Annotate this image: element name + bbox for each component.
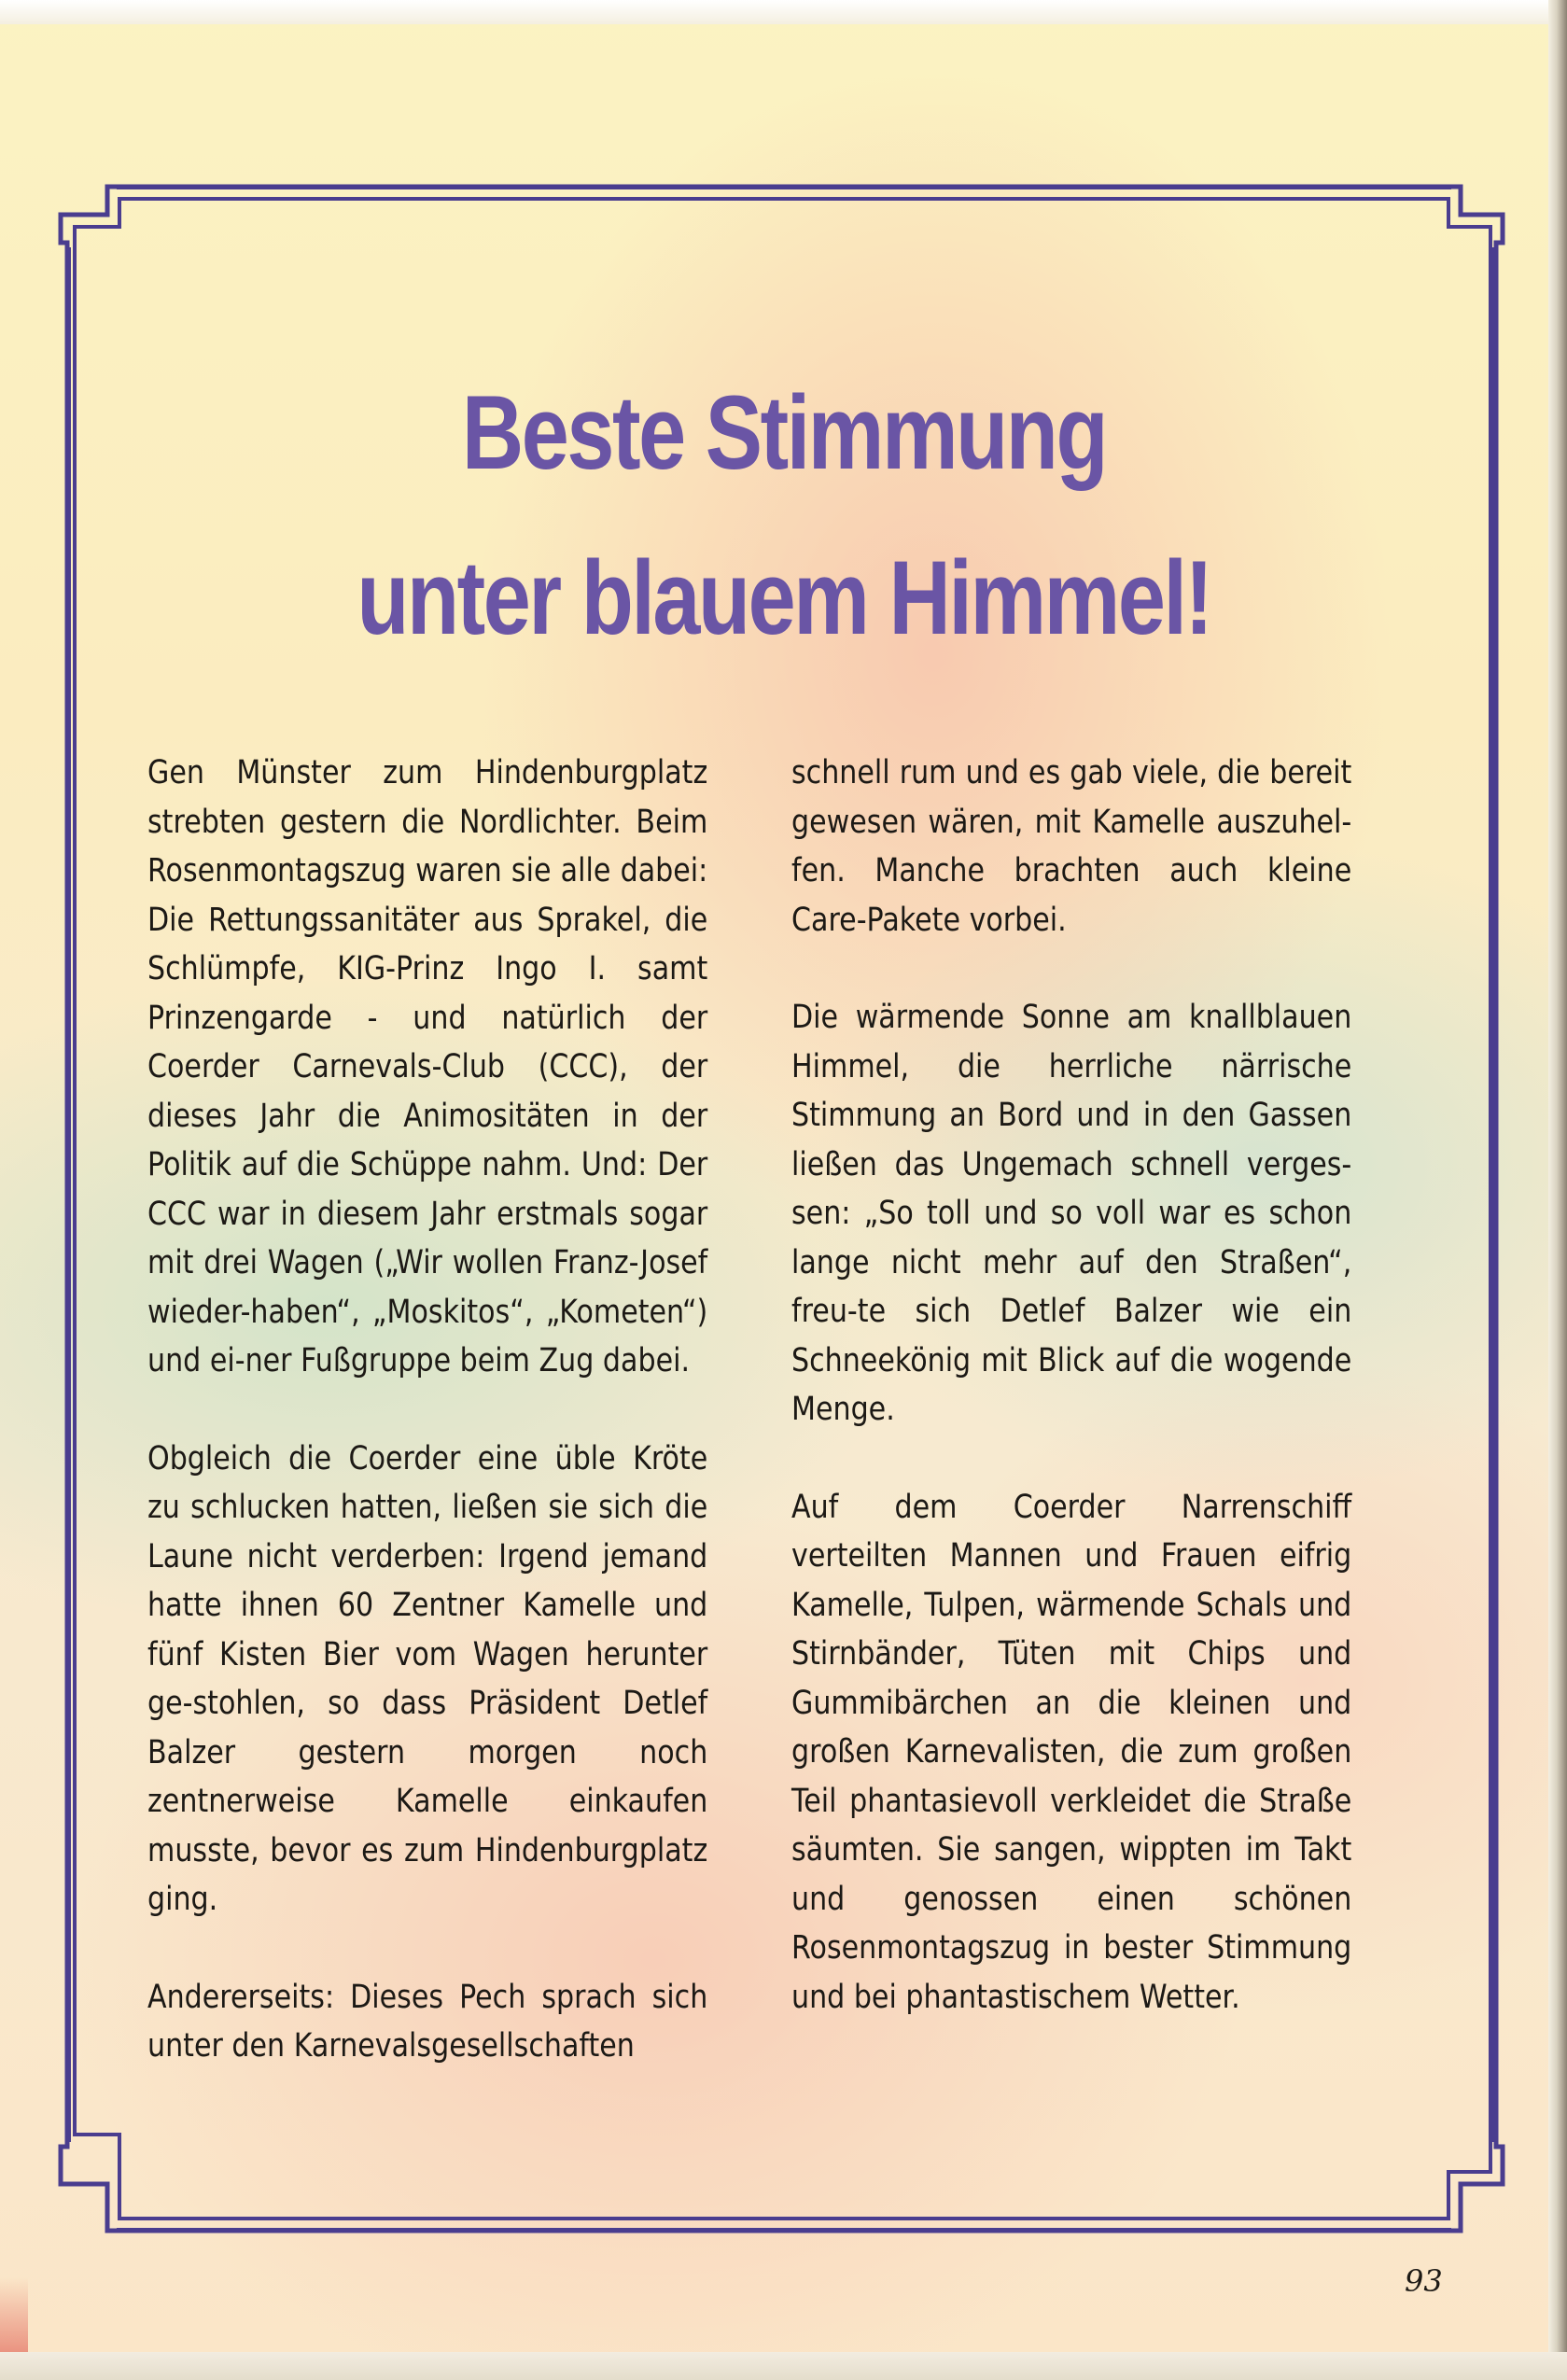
- page-top-edge: [0, 0, 1567, 24]
- paragraph: Die wärmende Sonne am knallblauen Himmel, die herrliche närrische Stimmung an Bord und in den Gassen ließen das Ungemach schnell verges-sen: „So toll und so voll war es schon lange nicht mehr auf den Straßen“, freu-te sich Detlef Balzer wie ein Schneekönig mit Blick auf die wogende Menge.: [791, 999, 1352, 1428]
- page-bottom-edge: [0, 2352, 1567, 2380]
- corner-color-mark: [0, 2277, 28, 2352]
- paragraph: Obgleich die Coerder eine üble Kröte zu schlucken hatten, ließen sie sich die Laune nicht verderben: Irgend jemand hatte ihnen 60 Zentner Kamelle und fünf Kisten Bier vom Wagen herunter ge-stohlen, so dass Präsident Detlef Balzer gestern morgen noch zentnerweise Kamelle einkaufen musste, bevor es zum Hindenburgplatz ging.: [147, 1439, 708, 1918]
- paragraph: Auf dem Coerder Narrenschiff verteilten Mannen und Frauen eifrig Kamelle, Tulpen, wärmende Schals und Stirnbänder, Tüten mit Chips und Gummibärchen an die kleinen und großen Karnevalisten, die zum großen Teil phantasievoll verkleidet die Straße säumten. Sie sangen, wippten im Takt und genossen einen schönen Rosenmontagszug in bester Stimmung und bei phantastischem Wetter.: [791, 1488, 1352, 2016]
- paragraph: Gen Münster zum Hindenburgplatz strebten gestern die Nordlichter. Beim Rosenmontagszug waren sie alle dabei: Die Rettungssanitäter aus Sprakel, die Schlümpfe, KIG-Prinz Ingo I. samt Prinzengarde - und natürlich der Coerder Carnevals-Club (CCC), der dieses Jahr die Animositäten in der Politik auf die Schüppe nahm. Und: Der CCC war in diesem Jahr erstmals sogar mit drei Wagen („Wir wollen Franz-Josef wieder-haben“, „Moskitos“, „Kometen“) und ei-ner Fußgruppe beim Zug dabei.: [147, 754, 708, 1379]
- right-text-column: [791, 749, 1351, 2070]
- left-text-column: [147, 749, 707, 2120]
- paragraph: schnell rum und es gab viele, die bereit gewesen wären, mit Kamelle auszuhel-fen. Manche brachten auch kleine Care-Pakete vorbei.: [791, 754, 1352, 939]
- article-title-line-2: unter blauem Himmel!: [357, 539, 1211, 656]
- page-number: 93: [1405, 2263, 1443, 2299]
- paragraph: Andererseits: Dieses Pech sprach sich unter den Karnevalsgesellschaften: [147, 1978, 708, 2065]
- book-spine-edge: [1548, 0, 1567, 2380]
- article-title-line-1: Beste Stimmung: [461, 374, 1107, 491]
